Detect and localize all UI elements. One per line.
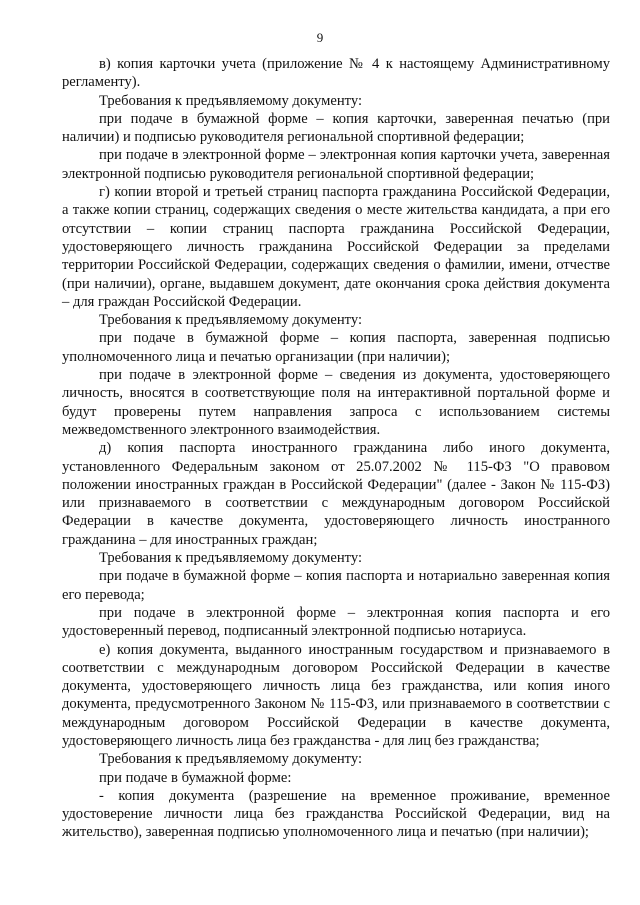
paragraph: д) копия паспорта иностранного гражданина либо иного документа, установленного Федеральным законом от 25.07.2002 № 115-ФЗ "О правовом положении иностранных граждан в Российской Федерации" (далее - Закон № 115-ФЗ) или признаваемого в соответствии с международным договором Российской Федерации в качестве документа, удостоверяющего личность иностранного гражданина – для иностранных граждан; — [62, 440, 610, 548]
document-body — [62, 55, 610, 842]
page-number: 9 — [316, 30, 324, 45]
paragraph: в) копия карточки учета (приложение № 4 к настоящему Административному регламенту). — [62, 56, 610, 91]
paragraph: при подаче в электронной форме – электронная копия карточки учета, заверенная электронной подписью руководителя региональной спортивной федерации; — [62, 147, 610, 182]
paragraph: при подаче в бумажной форме: — [99, 769, 292, 786]
paragraph: е) копия документа, выданного иностранным государством и признаваемого в соответствии с международным договором Российской Федерации в качестве документа, удостоверяющего личность лица без гражданства, или копия иного документа, предусмотренного Законом № 115-ФЗ, или признаваемого в соответствии с международным договором Российской Федерации в качестве документа, удостоверяющего личность лица без гражданства - для лиц без гражданства; — [62, 641, 610, 749]
paragraph: Требования к предъявляемому документу: — [99, 92, 363, 109]
paragraph: Требования к предъявляемому документу: — [99, 550, 363, 567]
paragraph: при подаче в электронной форме – сведения из документа, удостоверяющего личность, вносятся в соответствующие поля на интерактивной портальной форме и будут проверены путем направления запроса с использованием системы межведомственного электронного взаимодействия. — [62, 367, 610, 438]
paragraph: - копия документа (разрешение на временное проживание, временное удостоверение личности лица без гражданства Российской Федерации, вид на жительство), заверенная подписью уполномоченного лица и печатью (при наличии); — [62, 787, 610, 841]
paragraph: при подаче в бумажной форме – копия карточки, заверенная печатью (при наличии) и подписью руководителя региональной спортивной федерации; — [62, 110, 610, 146]
paragraph: Требования к предъявляемому документу: — [99, 312, 363, 329]
paragraph: Требования к предъявляемому документу: — [99, 751, 363, 768]
paragraph: г) копии второй и третьей страниц паспорта гражданина Российской Федерации, а также копии страниц, содержащих сведения о месте жительства кандидата, а при его отсутствии – копии страниц паспорта гражданина Российской Федерации, удостоверяющего личность гражданина Российской Федерации за пределами территории Российской Федерации, содержащих сведения о фамилии, имени, отчестве (при наличии), органе, выдавшем документ, дате окончания срока действия документа – для граждан Российской Федерации. — [62, 184, 610, 310]
paragraph: при подаче в бумажной форме – копия паспорта, заверенная подписью уполномоченного лица и печатью организации (при наличии); — [62, 330, 610, 365]
paragraph: при подаче в бумажной форме – копия паспорта и нотариально заверенная копия его перевода; — [62, 568, 610, 603]
paragraph: при подаче в электронной форме – электронная копия паспорта и его удостоверенный перевод, подписанный электронной подписью нотариуса. — [62, 604, 610, 640]
